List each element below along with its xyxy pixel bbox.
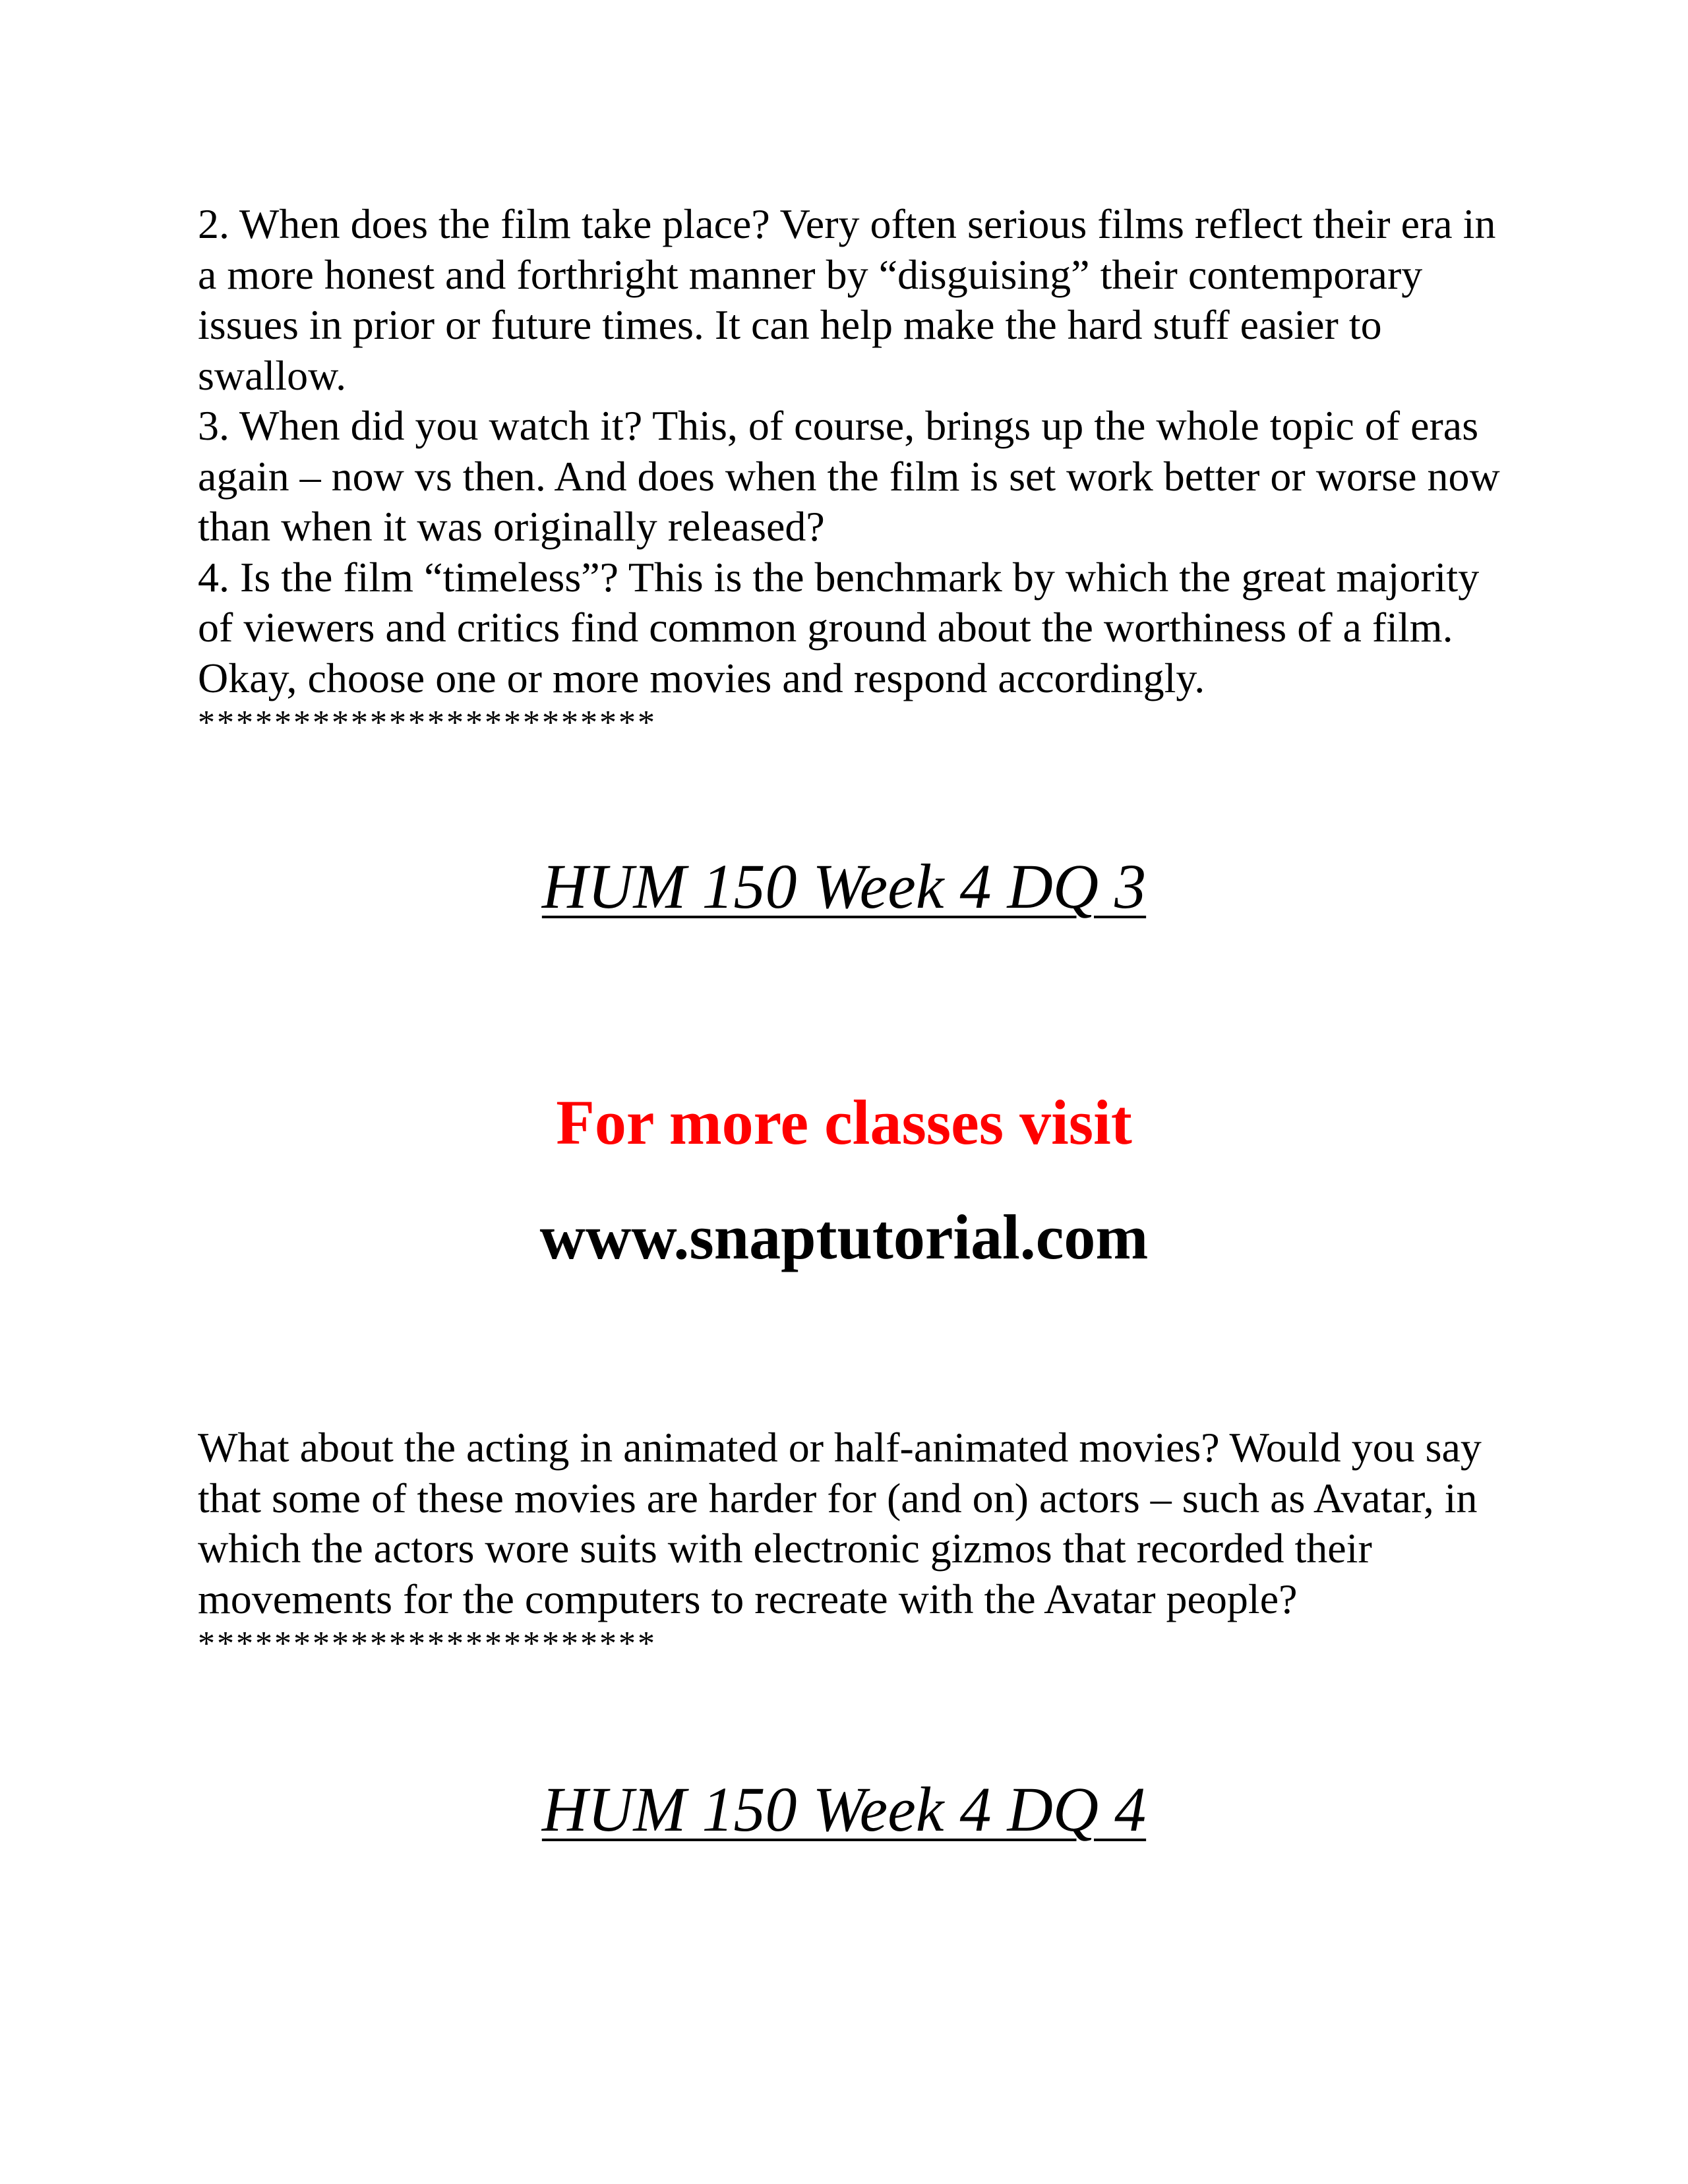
separator-stars: ************************ bbox=[198, 704, 657, 742]
heading-dq4: HUM 150 Week 4 DQ 4 bbox=[541, 1774, 1147, 1845]
promo-line-1: For more classes visit bbox=[556, 1087, 1132, 1158]
heading-dq3: HUM 150 Week 4 DQ 3 bbox=[541, 851, 1147, 922]
question-list-continued bbox=[198, 199, 1503, 743]
question-3-text: 3. When did you watch it? This, of course, brings up the whole topic of eras again – now vs then. And does when the film is set work better or worse now than when it was originally released? bbox=[198, 402, 1500, 550]
dq3-body bbox=[198, 1423, 1503, 1664]
dq3-question-text: What about the acting in animated or half-animated movies? Would you say that some of these movies are harder for (and on) actors – such as Avatar, in which the actors wore suits with electronic gizmos that recorded their movements for the computers to recreate with the Avatar people? bbox=[198, 1424, 1482, 1622]
question-4-text: 4. Is the film “timeless”? This is the benchmark by which the great majority of viewers and critics find common ground about the worthiness of a film. bbox=[198, 553, 1480, 651]
instruction-text: Okay, choose one or more movies and respond accordingly. bbox=[198, 654, 1205, 701]
question-2-text: 2. When does the film take place? Very often serious films reflect their era in a more honest and forthright manner by “disguising” their contemporary issues in prior or future times. It can help make the hard stuff easier to swallow. bbox=[198, 200, 1496, 399]
separator-stars: ************************ bbox=[198, 1625, 657, 1663]
promo-url[interactable]: www.snaptutorial.com bbox=[539, 1202, 1149, 1272]
